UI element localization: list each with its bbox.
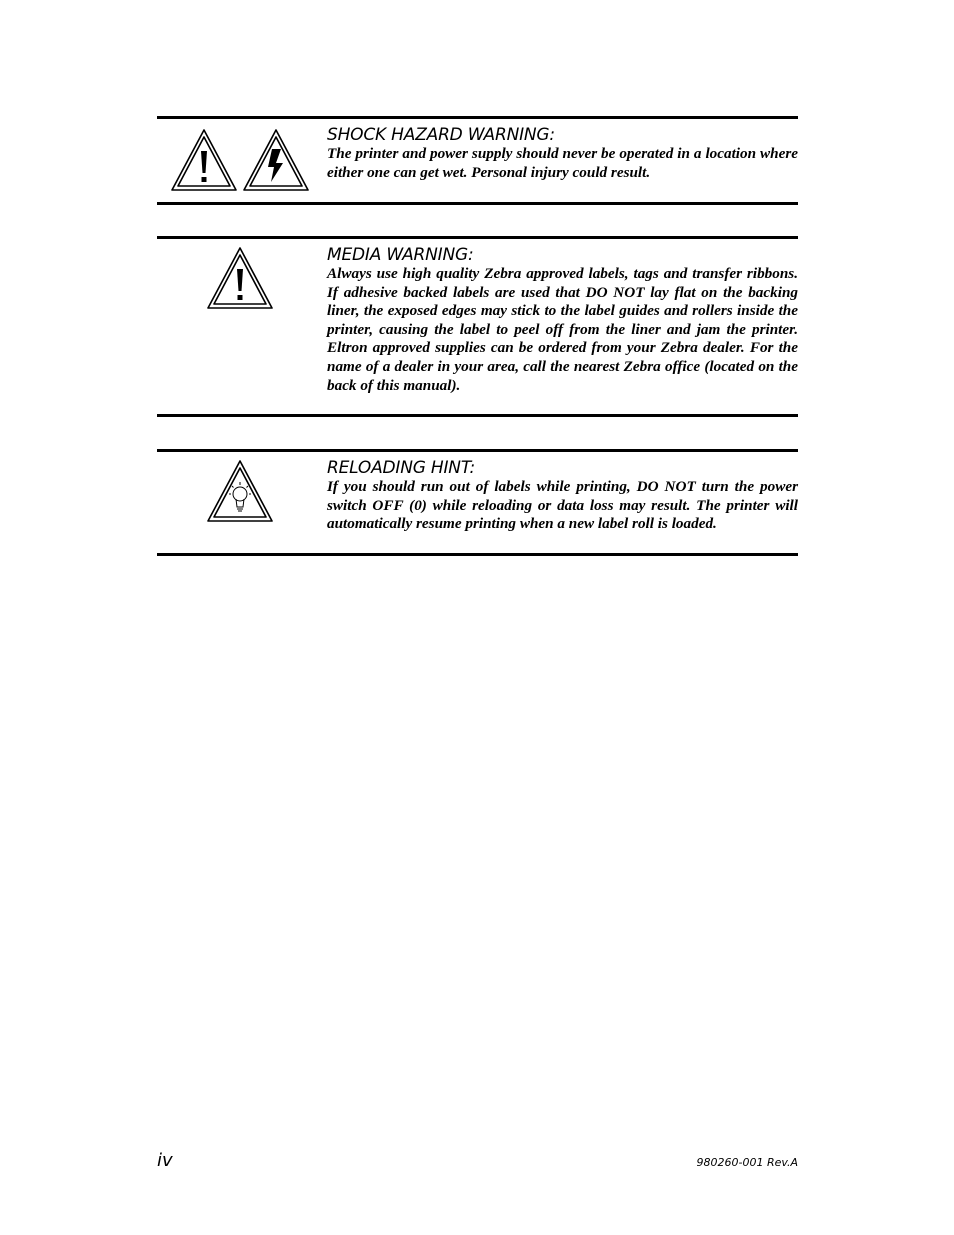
exclamation-warning-icon [205,245,275,311]
exclamation-warning-icon [169,127,239,193]
notice-heading: SHOCK HAZARD WARNING: [327,125,555,145]
notice-body: The printer and power supply should never be operated in a location where either one can get wet. Personal injury could result. [327,145,798,181]
notice-icons [157,239,317,414]
lightning-bolt-icon [241,127,311,193]
notice-icons [157,452,317,553]
notice-heading: RELOADING HINT: [327,458,475,478]
notice-body: If you should run out of labels while printing, DO NOT turn the power switch OFF (0) while reloading or data loss may result. The printer will automatically resume printing when a new label roll is loaded. [327,478,798,533]
media-warning [157,236,798,417]
page-number: iv [157,1150,173,1171]
lightbulb-hint-icon [205,458,275,524]
notice-icons [157,119,317,202]
document-number: 980260-001 Rev.A [696,1156,798,1169]
notice-body: Always use high quality Zebra approved labels, tags and transfer ribbons. If adhesive backed labels are used that DO NOT lay flat on the backing liner, the exposed edges may stick to the label guides and rollers inside the printer, causing the label to peel off from the liner and jam the printer. Eltron approved supplies can be ordered from your Zebra dealer. For the name of a dealer in your area, call the nearest Zebra office (located on the back of this manual). [327,265,798,394]
shock-hazard-warning [157,116,798,205]
notice-heading: MEDIA WARNING: [327,245,474,265]
reloading-hint [157,449,798,556]
